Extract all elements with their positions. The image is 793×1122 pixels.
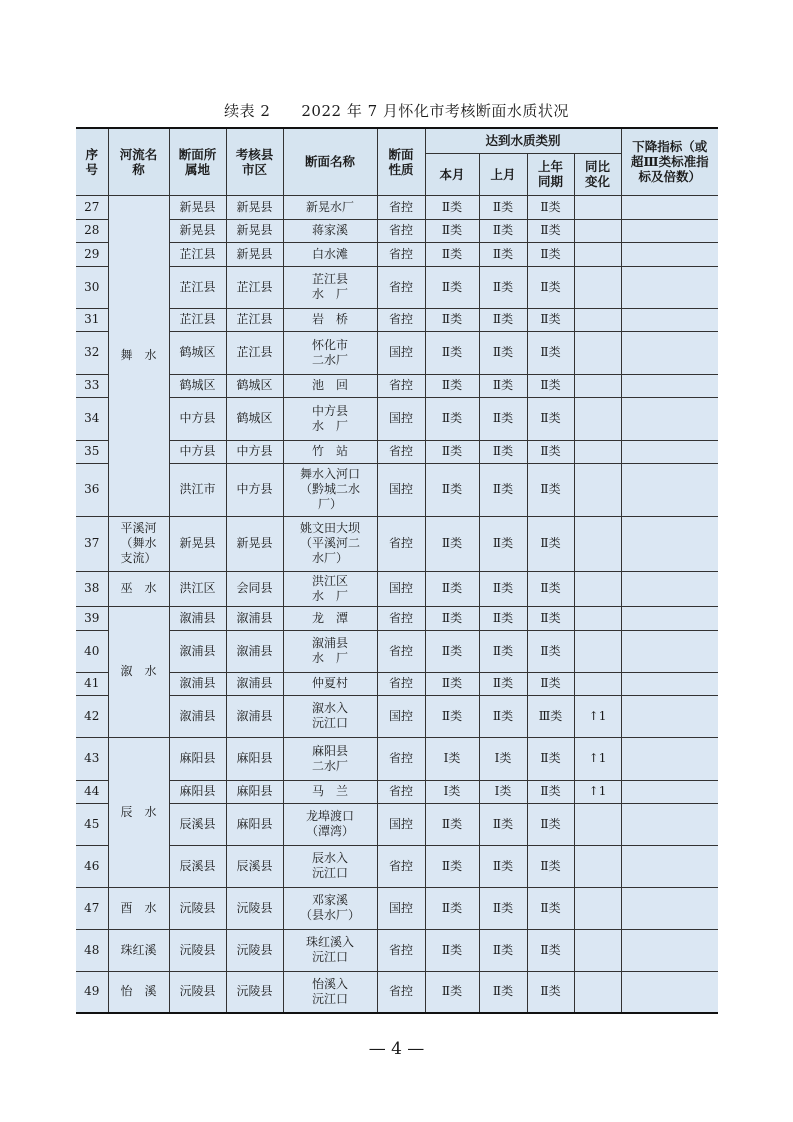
table-row: [76, 971, 718, 1013]
cell-locale: 芷江县: [169, 266, 226, 308]
table-row: [76, 195, 718, 219]
table-row: [76, 606, 718, 630]
cell-this-month: Ⅱ类: [425, 887, 479, 929]
cell-last-month: Ⅱ类: [479, 929, 527, 971]
cell-river: 酉 水: [108, 887, 169, 929]
table-body: [76, 195, 718, 1013]
table-row: [76, 630, 718, 672]
cell-seq: 46: [76, 845, 108, 887]
cell-last-month: Ⅱ类: [479, 887, 527, 929]
table-row: [76, 929, 718, 971]
cell-seq: 39: [76, 606, 108, 630]
cell-last-year: Ⅱ类: [527, 606, 574, 630]
cell-last-month: Ⅱ类: [479, 845, 527, 887]
cell-last-month: Ⅱ类: [479, 219, 527, 242]
cell-seq: 41: [76, 672, 108, 695]
table-row: [76, 331, 718, 374]
cell-section: 龙埠渡口 （潭湾）: [283, 803, 377, 845]
cell-county: 溆浦县: [226, 695, 283, 737]
cell-nature: 国控: [377, 571, 425, 606]
cell-locale: 中方县: [169, 397, 226, 440]
table-row: [76, 887, 718, 929]
cell-exceed: [621, 571, 718, 606]
cell-exceed: [621, 463, 718, 516]
cell-last-month: Ⅰ类: [479, 780, 527, 803]
cell-locale: 中方县: [169, 440, 226, 463]
cell-county: 中方县: [226, 463, 283, 516]
cell-section: 麻阳县 二水厂: [283, 737, 377, 780]
cell-county: 芷江县: [226, 331, 283, 374]
cell-yoy: [574, 516, 621, 571]
cell-locale: 沅陵县: [169, 971, 226, 1013]
cell-last-year: Ⅱ类: [527, 516, 574, 571]
cell-this-month: Ⅱ类: [425, 463, 479, 516]
table-row: [76, 803, 718, 845]
cell-this-month: Ⅱ类: [425, 672, 479, 695]
cell-seq: 36: [76, 463, 108, 516]
cell-this-month: Ⅱ类: [425, 308, 479, 331]
cell-river: 怡 溪: [108, 971, 169, 1013]
cell-section: 池 回: [283, 374, 377, 397]
cell-yoy: [574, 929, 621, 971]
cell-last-year: Ⅱ类: [527, 219, 574, 242]
cell-seq: 31: [76, 308, 108, 331]
cell-nature: 省控: [377, 630, 425, 672]
table-row: [76, 242, 718, 266]
header-river: 河流名 称: [108, 128, 169, 195]
cell-county: 芷江县: [226, 308, 283, 331]
cell-county: 会同县: [226, 571, 283, 606]
cell-last-year: Ⅱ类: [527, 242, 574, 266]
cell-this-month: Ⅱ类: [425, 397, 479, 440]
cell-last-year: Ⅱ类: [527, 463, 574, 516]
cell-seq: 47: [76, 887, 108, 929]
cell-last-year: Ⅱ类: [527, 308, 574, 331]
cell-nature: 国控: [377, 463, 425, 516]
cell-yoy: [574, 397, 621, 440]
cell-yoy: [574, 672, 621, 695]
cell-exceed: [621, 971, 718, 1013]
cell-this-month: Ⅰ类: [425, 780, 479, 803]
cell-county: 麻阳县: [226, 803, 283, 845]
cell-last-month: Ⅰ类: [479, 737, 527, 780]
cell-locale: 辰溪县: [169, 803, 226, 845]
header-county: 考核县 市区: [226, 128, 283, 195]
cell-last-month: Ⅱ类: [479, 374, 527, 397]
cell-last-year: Ⅱ类: [527, 929, 574, 971]
cell-county: 溆浦县: [226, 606, 283, 630]
table-row: [76, 571, 718, 606]
cell-last-month: Ⅱ类: [479, 397, 527, 440]
table-row: [76, 219, 718, 242]
cell-section: 仲夏村: [283, 672, 377, 695]
cell-locale: 新晃县: [169, 516, 226, 571]
cell-nature: 省控: [377, 308, 425, 331]
cell-county: 新晃县: [226, 219, 283, 242]
cell-last-month: Ⅱ类: [479, 672, 527, 695]
cell-nature: 省控: [377, 845, 425, 887]
cell-exceed: [621, 672, 718, 695]
cell-this-month: Ⅱ类: [425, 195, 479, 219]
cell-river: 珠红溪: [108, 929, 169, 971]
cell-county: 鹤城区: [226, 397, 283, 440]
cell-this-month: Ⅱ类: [425, 630, 479, 672]
cell-river: 巫 水: [108, 571, 169, 606]
cell-seq: 42: [76, 695, 108, 737]
cell-nature: 省控: [377, 780, 425, 803]
cell-county: 溆浦县: [226, 672, 283, 695]
cell-exceed: [621, 630, 718, 672]
cell-nature: 省控: [377, 737, 425, 780]
cell-last-year: Ⅱ类: [527, 780, 574, 803]
cell-section: 邓家溪 （县水厂）: [283, 887, 377, 929]
cell-last-month: Ⅱ类: [479, 606, 527, 630]
cell-nature: 国控: [377, 887, 425, 929]
cell-last-month: Ⅱ类: [479, 630, 527, 672]
cell-river: 平溪河 （舞水 支流）: [108, 516, 169, 571]
cell-section: 岩 桥: [283, 308, 377, 331]
cell-locale: 麻阳县: [169, 780, 226, 803]
cell-locale: 溆浦县: [169, 630, 226, 672]
table-row: [76, 440, 718, 463]
table-row: [76, 516, 718, 571]
cell-this-month: Ⅱ类: [425, 374, 479, 397]
cell-yoy: [574, 571, 621, 606]
water-quality-table: [76, 127, 718, 1014]
cell-nature: 国控: [377, 397, 425, 440]
cell-nature: 省控: [377, 195, 425, 219]
cell-county: 沅陵县: [226, 971, 283, 1013]
cell-county: 麻阳县: [226, 737, 283, 780]
cell-this-month: Ⅱ类: [425, 695, 479, 737]
cell-nature: 省控: [377, 606, 425, 630]
cell-last-month: Ⅱ类: [479, 195, 527, 219]
cell-last-year: Ⅱ类: [527, 672, 574, 695]
cell-this-month: Ⅱ类: [425, 516, 479, 571]
cell-locale: 芷江县: [169, 308, 226, 331]
header-this-month: 本月: [425, 153, 479, 195]
cell-yoy: [574, 266, 621, 308]
cell-yoy: [574, 630, 621, 672]
page-number: — 4 —: [368, 1039, 425, 1059]
cell-last-month: Ⅱ类: [479, 440, 527, 463]
cell-yoy: [574, 463, 621, 516]
cell-section: 辰水入 沅江口: [283, 845, 377, 887]
table-row: [76, 737, 718, 780]
table-row: [76, 845, 718, 887]
table-row: [76, 672, 718, 695]
table-row: [76, 266, 718, 308]
cell-last-month: Ⅱ类: [479, 463, 527, 516]
cell-county: 沅陵县: [226, 887, 283, 929]
cell-locale: 沅陵县: [169, 929, 226, 971]
header-exceed: 下降指标（或 超Ⅲ类标准指 标及倍数）: [621, 128, 718, 195]
cell-yoy: [574, 374, 621, 397]
cell-exceed: [621, 845, 718, 887]
cell-this-month: Ⅱ类: [425, 571, 479, 606]
cell-locale: 溆浦县: [169, 606, 226, 630]
cell-county: 新晃县: [226, 516, 283, 571]
cell-this-month: Ⅱ类: [425, 242, 479, 266]
cell-nature: 省控: [377, 266, 425, 308]
cell-locale: 鹤城区: [169, 331, 226, 374]
cell-section: 溆水入 沅江口: [283, 695, 377, 737]
cell-this-month: Ⅱ类: [425, 971, 479, 1013]
cell-last-year: Ⅱ类: [527, 630, 574, 672]
cell-county: 新晃县: [226, 195, 283, 219]
cell-nature: 省控: [377, 971, 425, 1013]
cell-river: 溆 水: [108, 606, 169, 737]
cell-county: 鹤城区: [226, 374, 283, 397]
cell-nature: 国控: [377, 331, 425, 374]
cell-county: 芷江县: [226, 266, 283, 308]
cell-this-month: Ⅱ类: [425, 606, 479, 630]
cell-last-year: Ⅱ类: [527, 803, 574, 845]
cell-last-month: Ⅱ类: [479, 803, 527, 845]
cell-exceed: [621, 929, 718, 971]
cell-county: 辰溪县: [226, 845, 283, 887]
cell-nature: 省控: [377, 440, 425, 463]
cell-locale: 沅陵县: [169, 887, 226, 929]
cell-seq: 27: [76, 195, 108, 219]
cell-exceed: [621, 440, 718, 463]
cell-last-year: Ⅱ类: [527, 374, 574, 397]
header-yoy: 同比 变化: [574, 153, 621, 195]
cell-yoy: [574, 440, 621, 463]
table-row: [76, 308, 718, 331]
table-row: [76, 695, 718, 737]
cell-county: 沅陵县: [226, 929, 283, 971]
cell-last-month: Ⅱ类: [479, 971, 527, 1013]
cell-locale: 溆浦县: [169, 672, 226, 695]
cell-section: 新晃水厂: [283, 195, 377, 219]
cell-exceed: [621, 219, 718, 242]
cell-county: 麻阳县: [226, 780, 283, 803]
cell-yoy: [574, 242, 621, 266]
cell-section: 怀化市 二水厂: [283, 331, 377, 374]
header-section: 断面名称: [283, 128, 377, 195]
cell-river: 舞 水: [108, 195, 169, 516]
cell-exceed: [621, 331, 718, 374]
cell-section: 舞水入河口 （黔城二水 厂）: [283, 463, 377, 516]
cell-this-month: Ⅱ类: [425, 845, 479, 887]
cell-exceed: [621, 780, 718, 803]
cell-exceed: [621, 374, 718, 397]
cell-yoy: [574, 606, 621, 630]
cell-seq: 40: [76, 630, 108, 672]
cell-seq: 30: [76, 266, 108, 308]
cell-last-month: Ⅱ类: [479, 331, 527, 374]
cell-river: 辰 水: [108, 737, 169, 887]
cell-nature: 省控: [377, 242, 425, 266]
cell-nature: 省控: [377, 672, 425, 695]
cell-last-month: Ⅱ类: [479, 308, 527, 331]
cell-nature: 省控: [377, 516, 425, 571]
cell-exceed: [621, 737, 718, 780]
cell-seq: 33: [76, 374, 108, 397]
cell-this-month: Ⅱ类: [425, 266, 479, 308]
cell-exceed: [621, 887, 718, 929]
table-row: [76, 463, 718, 516]
cell-seq: 35: [76, 440, 108, 463]
header-last-month: 上月: [479, 153, 527, 195]
cell-seq: 37: [76, 516, 108, 571]
cell-last-year: Ⅱ类: [527, 440, 574, 463]
cell-last-year: Ⅲ类: [527, 695, 574, 737]
cell-exceed: [621, 803, 718, 845]
cell-seq: 44: [76, 780, 108, 803]
cell-seq: 45: [76, 803, 108, 845]
cell-last-month: Ⅱ类: [479, 571, 527, 606]
cell-section: 溆浦县 水 厂: [283, 630, 377, 672]
cell-section: 珠红溪入 沅江口: [283, 929, 377, 971]
cell-county: 中方县: [226, 440, 283, 463]
cell-nature: 省控: [377, 219, 425, 242]
table-row: [76, 374, 718, 397]
cell-this-month: Ⅱ类: [425, 331, 479, 374]
cell-locale: 芷江县: [169, 242, 226, 266]
cell-yoy: [574, 219, 621, 242]
cell-this-month: Ⅰ类: [425, 737, 479, 780]
cell-exceed: [621, 397, 718, 440]
cell-last-year: Ⅱ类: [527, 845, 574, 887]
cell-seq: 34: [76, 397, 108, 440]
cell-this-month: Ⅱ类: [425, 803, 479, 845]
cell-this-month: Ⅱ类: [425, 440, 479, 463]
cell-yoy: [574, 195, 621, 219]
cell-exceed: [621, 242, 718, 266]
cell-last-year: Ⅱ类: [527, 195, 574, 219]
cell-yoy: ↑1: [574, 737, 621, 780]
cell-last-year: Ⅱ类: [527, 571, 574, 606]
cell-last-year: Ⅱ类: [527, 737, 574, 780]
cell-last-month: Ⅱ类: [479, 516, 527, 571]
header-seq: 序 号: [76, 128, 108, 195]
cell-section: 中方县 水 厂: [283, 397, 377, 440]
cell-section: 白水滩: [283, 242, 377, 266]
table-title: 续表 2 2022 年 7 月怀化市考核断面水质状况: [224, 102, 569, 120]
cell-exceed: [621, 266, 718, 308]
cell-section: 姚文田大坝 （平溪河二 水厂）: [283, 516, 377, 571]
cell-seq: 32: [76, 331, 108, 374]
cell-locale: 辰溪县: [169, 845, 226, 887]
cell-exceed: [621, 516, 718, 571]
cell-last-year: Ⅱ类: [527, 266, 574, 308]
cell-seq: 29: [76, 242, 108, 266]
cell-this-month: Ⅱ类: [425, 219, 479, 242]
cell-section: 怡溪入 沅江口: [283, 971, 377, 1013]
cell-exceed: [621, 606, 718, 630]
cell-locale: 麻阳县: [169, 737, 226, 780]
cell-last-year: Ⅱ类: [527, 331, 574, 374]
cell-yoy: ↑1: [574, 695, 621, 737]
cell-section: 芷江县 水 厂: [283, 266, 377, 308]
cell-exceed: [621, 195, 718, 219]
cell-section: 洪江区 水 厂: [283, 571, 377, 606]
cell-nature: 国控: [377, 803, 425, 845]
cell-section: 竹 站: [283, 440, 377, 463]
cell-seq: 38: [76, 571, 108, 606]
cell-locale: 洪江区: [169, 571, 226, 606]
cell-section: 蒋家溪: [283, 219, 377, 242]
cell-locale: 溆浦县: [169, 695, 226, 737]
table-row: [76, 780, 718, 803]
header-last-year: 上年 同期: [527, 153, 574, 195]
cell-locale: 新晃县: [169, 195, 226, 219]
cell-yoy: [574, 803, 621, 845]
cell-locale: 新晃县: [169, 219, 226, 242]
cell-yoy: [574, 308, 621, 331]
cell-last-year: Ⅱ类: [527, 887, 574, 929]
cell-yoy: [574, 331, 621, 374]
cell-locale: 洪江市: [169, 463, 226, 516]
cell-nature: 国控: [377, 695, 425, 737]
cell-exceed: [621, 308, 718, 331]
cell-exceed: [621, 695, 718, 737]
cell-seq: 43: [76, 737, 108, 780]
cell-county: 溆浦县: [226, 630, 283, 672]
header-nature: 断面 性质: [377, 128, 425, 195]
cell-nature: 省控: [377, 374, 425, 397]
cell-seq: 49: [76, 971, 108, 1013]
cell-section: 马 兰: [283, 780, 377, 803]
cell-yoy: [574, 971, 621, 1013]
cell-county: 新晃县: [226, 242, 283, 266]
cell-yoy: [574, 845, 621, 887]
cell-yoy: ↑1: [574, 780, 621, 803]
cell-last-month: Ⅱ类: [479, 266, 527, 308]
cell-section: 龙 潭: [283, 606, 377, 630]
cell-seq: 48: [76, 929, 108, 971]
cell-this-month: Ⅱ类: [425, 929, 479, 971]
table-row: [76, 397, 718, 440]
header-locale: 断面所 属地: [169, 128, 226, 195]
cell-nature: 省控: [377, 929, 425, 971]
header-class-group: 达到水质类别: [425, 128, 621, 153]
cell-locale: 鹤城区: [169, 374, 226, 397]
cell-last-year: Ⅱ类: [527, 971, 574, 1013]
cell-last-year: Ⅱ类: [527, 397, 574, 440]
cell-seq: 28: [76, 219, 108, 242]
cell-yoy: [574, 887, 621, 929]
cell-last-month: Ⅱ类: [479, 242, 527, 266]
cell-last-month: Ⅱ类: [479, 695, 527, 737]
